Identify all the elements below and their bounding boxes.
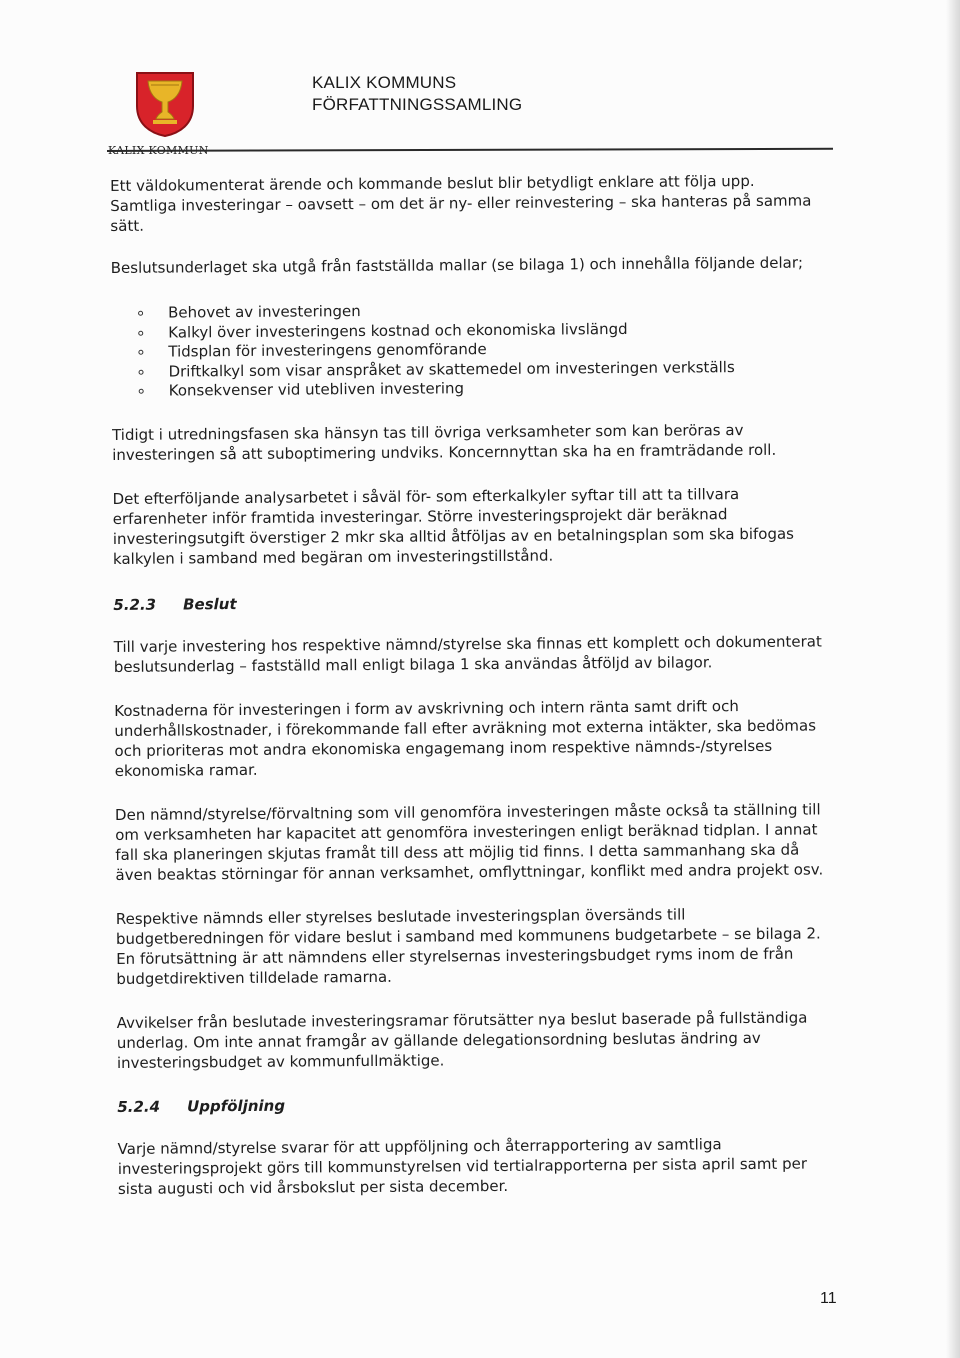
intro-paragraph: Ett väldokumenterat ärende och kommande beslut blir betydligt enklare att följa upp. Samtliga investeringar – oavsett – om det är ny- eller reinvestering – ska hanteras på samma sätt. bbox=[110, 171, 812, 235]
section-title: Beslut bbox=[183, 594, 237, 613]
list-item-text: Driftkalkyl som visar anspråket av skattemedel om investeringen verkställs bbox=[168, 357, 735, 381]
section-number: 5.2.3 bbox=[113, 595, 157, 614]
document-body bbox=[110, 170, 830, 1222]
basis-intro-paragraph: Beslutsunderlaget ska utgå från fastställda mallar (se bilaga 1) och innehålla följande delar; bbox=[110, 253, 804, 277]
early-phase-paragraph: Tidigt i utredningsfasen ska hänsyn tas till övriga verksamheter som kan beröras av investeringen så att suboptimering undviks. Koncernnyttan ska ha en framträdande roll. bbox=[111, 420, 777, 464]
list-item bbox=[169, 376, 824, 401]
capacity-paragraph: Den nämnd/styrelse/förvaltning som vill genomföra investeringen måste också ta ställning till om verksamheten har kapacitet att genomföra investeringen enligt beräknad tidplan. I annat fall ska planeringen skjutas framåt till dess att möjlig tid finns. I detta sammanhang ska då även beaktas störningar för annan verksamhet, omflyttningar, konflikt med andra projekt osv. bbox=[114, 799, 824, 884]
bullet-icon bbox=[139, 389, 144, 394]
deviation-paragraph: Avvikelser från beslutade investeringsramar förutsätter nya beslut baserade på fullständiga underlag. Om inte annat framgår av gällande delegationsordning beslutas ändring av investeringsbudget av kommunfullmäktige. bbox=[116, 1008, 808, 1072]
list-item-text: Behovet av investeringen bbox=[168, 302, 361, 322]
bullet-icon bbox=[139, 369, 144, 374]
section-heading-uppfoljning bbox=[117, 1091, 829, 1117]
collection-name: FÖRFATTNINGSSAMLING bbox=[312, 95, 523, 114]
decision-paragraph: Till varje investering hos respektive nämnd/styrelse ska finnas ett komplett och dokumenterat beslutsunderlag – fastställd mall enligt bilaga 1 ska användas åtföljd av bilagor. bbox=[113, 631, 822, 676]
document-header bbox=[312, 72, 522, 116]
required-parts-list bbox=[111, 298, 824, 401]
section-heading-beslut bbox=[113, 589, 825, 615]
costs-paragraph: Kostnaderna för investeringen i form av avskrivning och intern ränta samt drift och underhållskostnader, i förekommande fall efter avräkning mot externa intäkter, ska bedömas och prioriteras mot andra ekonomiska engagemang inom respektive nämnds-/styrelses ekonomiska ramar. bbox=[114, 696, 817, 780]
bullet-icon bbox=[138, 330, 143, 335]
page-edge-shadow bbox=[946, 0, 960, 1358]
followup-paragraph: Varje nämnd/styrelse svarar för att uppföljning och återrapportering av samtliga investeringsprojekt görs till kommunstyrelsen vid tertialrapporterna per sista april samt per sista augusti och vid årsbokslut per sista december. bbox=[117, 1134, 808, 1198]
list-item-text: Kalkyl över investeringens kostnad och ekonomiska livslängd bbox=[168, 319, 628, 342]
bullet-icon bbox=[138, 350, 143, 355]
list-item-text: Konsekvenser vid utebliven investering bbox=[168, 379, 465, 400]
section-title: Uppföljning bbox=[186, 1096, 286, 1115]
analysis-paragraph: Det efterföljande analysarbetet i såväl för- som efterkalkyler syftar till att ta tillvara erfarenheter inför framtida investeringar. Större investeringsprojekt där beräknad investeringsutgift överstiger 2 mkr ska alltid åtföljas av en betalningsplan som ska bifogas kalkylen i samband med begäran om investeringstillstånd. bbox=[112, 484, 795, 568]
org-name: KALIX KOMMUNS bbox=[312, 73, 457, 92]
section-number: 5.2.4 bbox=[117, 1097, 161, 1116]
investment-plan-paragraph: Respektive nämnds eller styrelses beslutade investeringsplan översänds till budgetberedningen för vidare beslut i samband med kommunens budgetarbete – se bilaga 2. En förutsättning är att nämndens eller styrelsernas investeringsbudget ryms inom de från budgetdirektiven tilldelade ramarna. bbox=[115, 905, 821, 988]
kalix-crest-logo bbox=[134, 70, 196, 138]
list-item-text: Tidsplan för investeringens genomförande bbox=[168, 340, 487, 361]
header-rule bbox=[107, 148, 833, 152]
page-number: 11 bbox=[820, 1290, 837, 1307]
bullet-icon bbox=[138, 311, 143, 316]
